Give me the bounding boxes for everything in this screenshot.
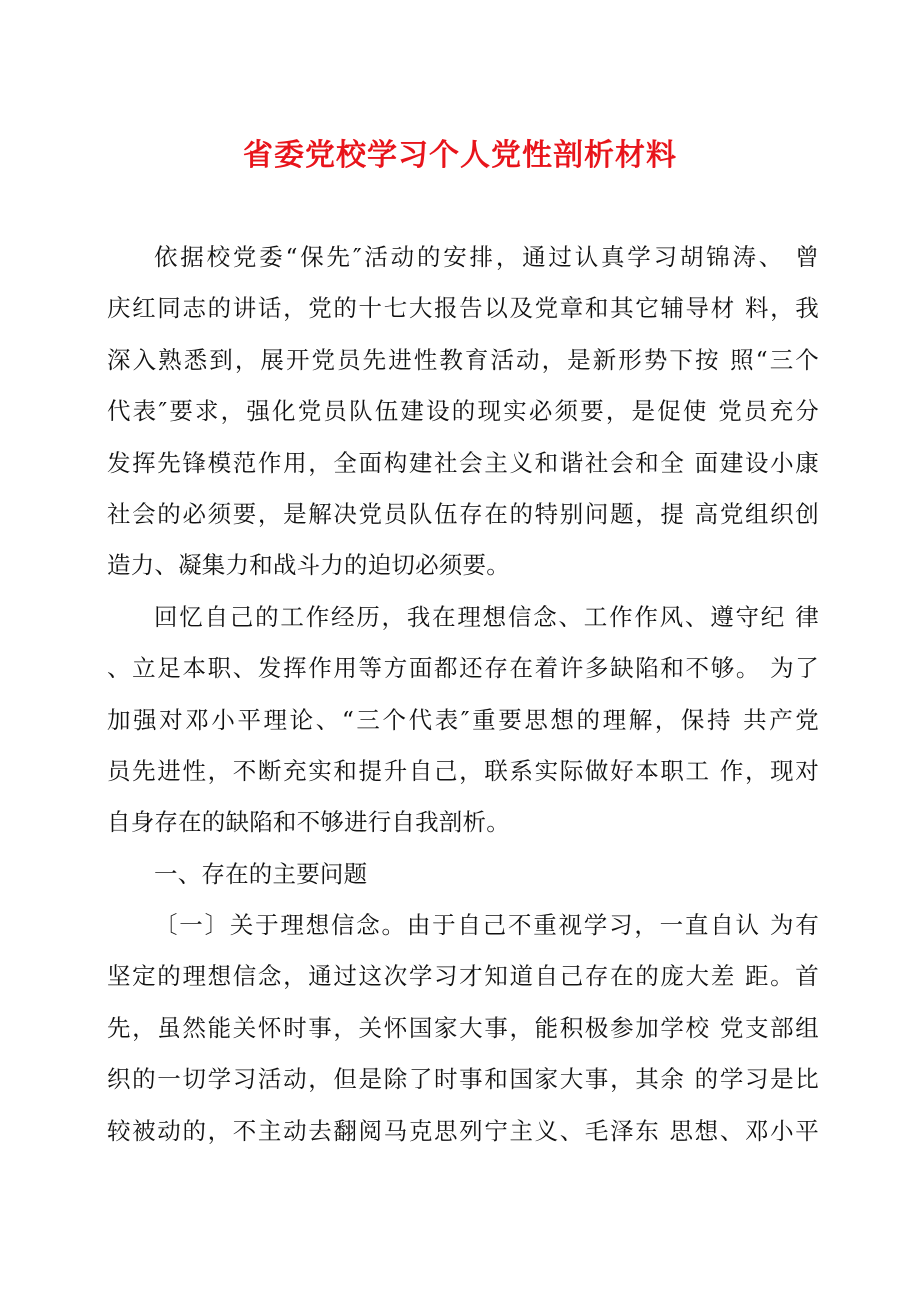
text-line: 坚定的理想信念，通过这次学习才知道自己存在的庞大差 距。首 xyxy=(107,962,819,991)
document-body xyxy=(107,232,819,1157)
text-line: 员先进性，不断充实和提升自己，联系实际做好本职工 作，现对 xyxy=(107,756,819,785)
text-line: 自身存在的缺陷和不够进行自我剖析。 xyxy=(107,808,510,837)
text-line: 造力、凝集力和战斗力的迫切必须要。 xyxy=(107,551,510,580)
text-line: 社会的必须要，是解决党员队伍存在的特别问题，提 高党组织创 xyxy=(107,499,819,528)
text-line: 依据校党委“保先″活动的安排，通过认真学习胡锦涛、 曾 xyxy=(154,243,819,271)
document-title: 省委党校学习个人党性剖析材料 xyxy=(243,138,677,173)
text-line: 深入熟悉到，展开党员先进性教育活动，是新形势下按 照“三个 xyxy=(107,345,819,374)
text-line: 回忆自己的工作经历，我在理想信念、工作作风、遵守纪 律 xyxy=(154,602,819,631)
text-line: 代表″要求，强化党员队伍建设的现实必须要，是促使 党员充分 xyxy=(107,397,819,426)
text-line: 一、存在的主要问题 xyxy=(154,859,368,888)
text-line: 先，虽然能关怀时事，关怀国家大事，能积极参加学校 党支部组 xyxy=(107,1013,819,1042)
text-line: 发挥先锋模范作用，全面构建社会主义和谐社会和全 面建设小康 xyxy=(107,448,819,477)
text-line: 庆红同志的讲话，党的十七大报告以及党章和其它辅导材 料，我 xyxy=(107,294,819,323)
text-line: 较被动的，不主动去翻阅马克思列宁主义、毛泽东 思想、邓小平 xyxy=(107,1116,819,1145)
text-line: 加强对邓小平理论、“三个代表″重要思想的理解，保持 共产党 xyxy=(107,705,819,734)
text-line: 、立足本职、发挥作用等方面都还存在着许多缺陷和不够。 为了 xyxy=(107,654,819,683)
text-line: 〔一〕关于理想信念。由于自己不重视学习，一直自认 为有 xyxy=(154,911,819,940)
text-line: 织的一切学习活动，但是除了时事和国家大事，其余 的学习是比 xyxy=(107,1065,819,1094)
